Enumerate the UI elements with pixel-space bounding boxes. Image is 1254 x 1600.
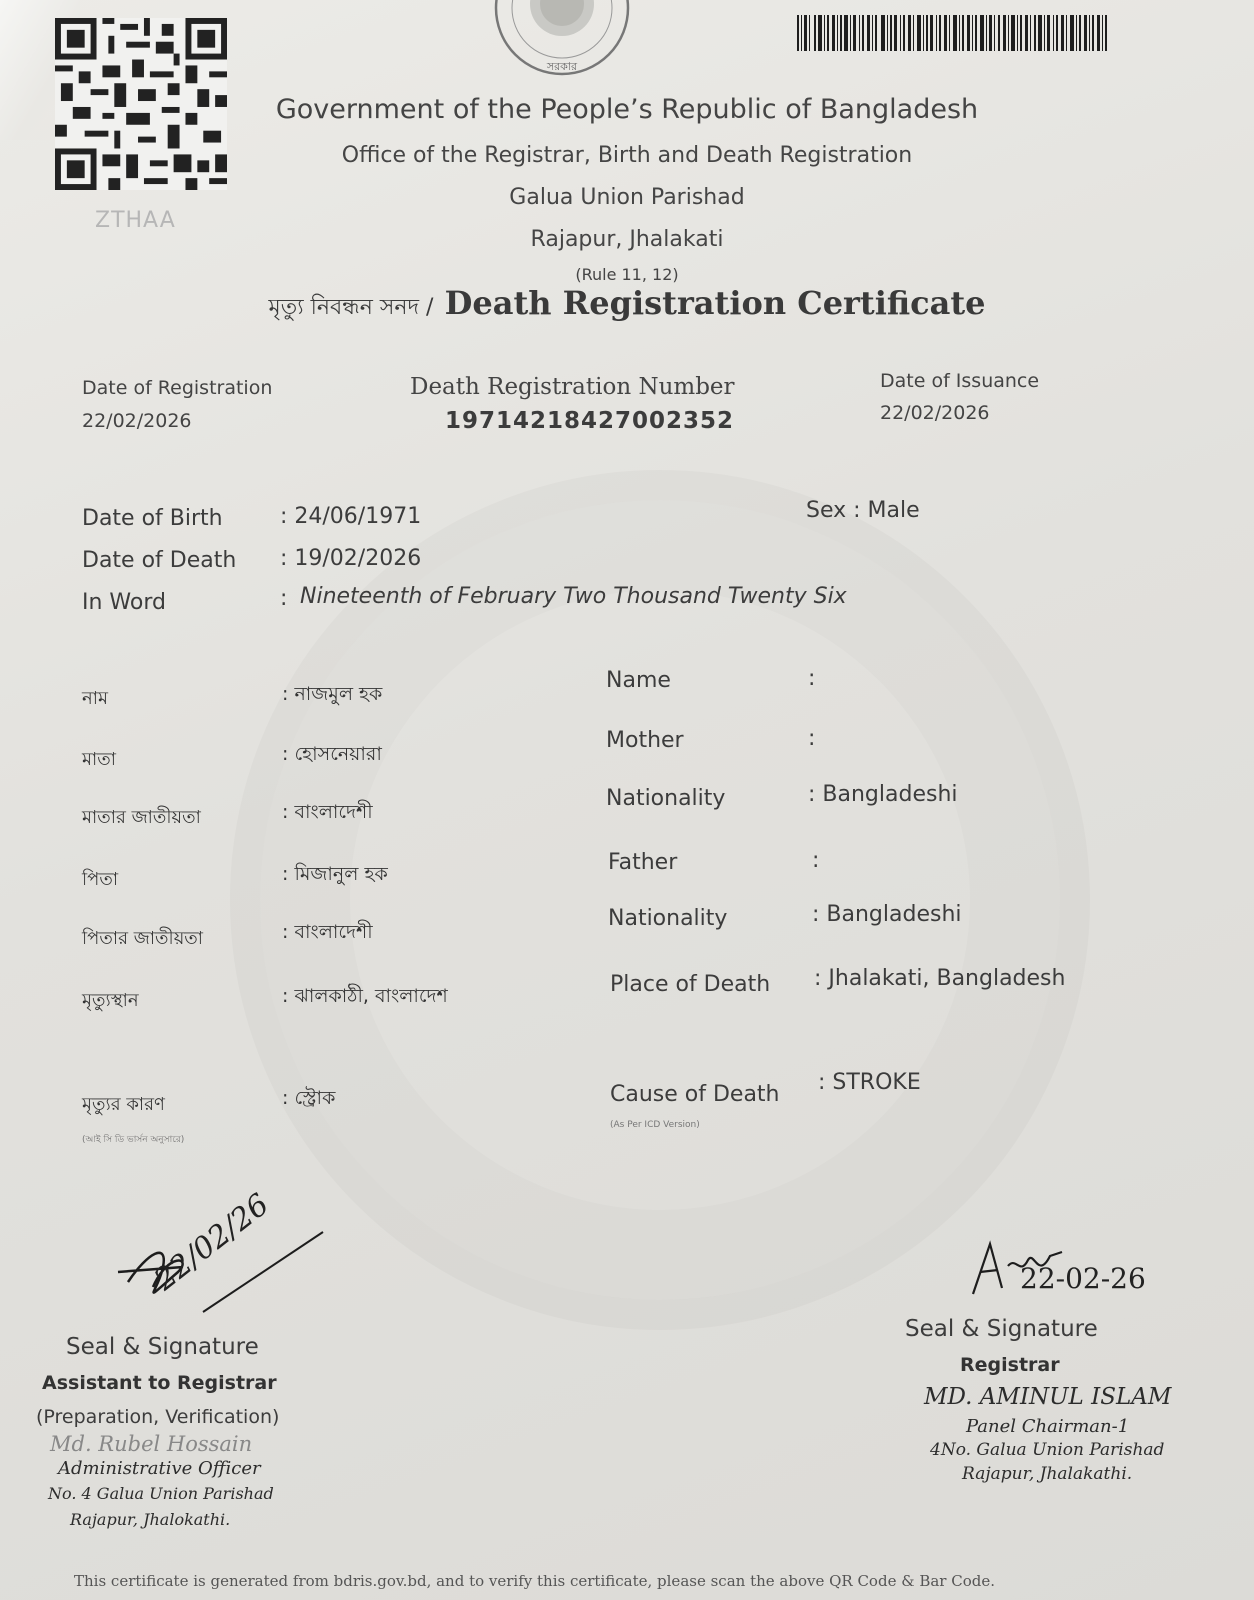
left-signature-date: 22/02/26 <box>148 1187 276 1298</box>
en-mother-value: : <box>808 726 816 751</box>
en-cause-label: Cause of Death <box>610 1082 780 1107</box>
en-father-label: Father <box>608 850 678 875</box>
left-stamp-name: Md. Rubel Hossain <box>50 1432 253 1456</box>
date-of-issuance-label: Date of Issuance <box>880 370 1040 392</box>
bn-place-value: : ঝালকাঠী, বাংলাদেশ <box>282 985 448 1007</box>
en-father-value: : <box>812 848 820 873</box>
date-of-registration-value: 22/02/2026 <box>82 410 192 432</box>
left-stamp-line-3: Rajapur, Jhalokathi. <box>70 1510 231 1529</box>
qr-caption: ZTHAA <box>95 208 176 233</box>
en-cause-value: : STROKE <box>818 1070 921 1095</box>
bn-father-label: পিতা <box>82 869 119 890</box>
dob-label: Date of Birth <box>82 506 223 531</box>
sex-value: Sex : Male <box>806 498 920 523</box>
barcode[interactable] <box>797 15 1107 51</box>
en-mother-label: Mother <box>606 728 684 753</box>
left-seal-title: Seal & Signature <box>66 1334 259 1360</box>
bn-name-value: : নাজমুল হক <box>282 683 383 705</box>
en-place-value: : Jhalakati, Bangladesh <box>814 966 1066 991</box>
bn-mother-nationality-label: মাতার জাতীয়তা <box>82 807 201 828</box>
right-stamp-line-2: 4No. Galua Union Parishad <box>930 1440 1165 1460</box>
date-of-registration-label: Date of Registration <box>82 377 273 399</box>
left-role: Assistant to Registrar <box>42 1372 277 1394</box>
registration-number-value: 19714218427002352 <box>445 408 735 434</box>
en-father-nationality-value: : Bangladeshi <box>812 902 962 927</box>
title-bangla: মৃত্যু নিবন্ধন সনদ / <box>268 295 434 320</box>
certificate-title <box>0 284 1254 327</box>
in-word-value: Nineteenth of February Two Thousand Twenty Six <box>300 584 847 609</box>
en-mother-nationality-label: Nationality <box>606 786 726 811</box>
right-seal-title: Seal & Signature <box>905 1316 1098 1342</box>
header-office: Office of the Registrar, Birth and Death Registration <box>341 143 913 168</box>
en-mother-nationality-value: : Bangladeshi <box>808 782 958 807</box>
government-emblem <box>492 0 632 82</box>
header-government: Government of the People’s Republic of Bangladesh <box>275 94 979 125</box>
header-location: Rajapur, Jhalakati <box>530 227 724 252</box>
right-stamp-line-1: Panel Chairman-1 <box>966 1416 1130 1437</box>
bn-cause-value: : স্ট্রোক <box>282 1087 336 1109</box>
bn-father-nationality-value: : বাংলাদেশী <box>282 921 373 943</box>
in-word-label: In Word <box>82 590 166 615</box>
right-stamp-name: MD. AMINUL ISLAM <box>924 1384 1172 1410</box>
left-stamp-line-1: Administrative Officer <box>58 1458 261 1479</box>
emblem-text: সরকার <box>546 60 578 73</box>
header-rule: (Rule 11, 12) <box>575 265 679 284</box>
right-role: Registrar <box>960 1354 1060 1376</box>
en-cause-note: (As Per ICD Version) <box>610 1120 700 1130</box>
bn-place-label: মৃত্যুস্থান <box>82 990 139 1011</box>
bn-mother-value: : হোসনেয়ারা <box>282 743 382 765</box>
left-role-sub: (Preparation, Verification) <box>36 1406 280 1428</box>
bn-cause-label: মৃত্যুর কারণ <box>82 1094 165 1115</box>
dod-label: Date of Death <box>82 548 237 573</box>
in-word-colon: : <box>280 586 288 611</box>
right-stamp-line-3: Rajapur, Jhalakathi. <box>962 1464 1133 1484</box>
footer-verification-note: This certificate is generated from bdris.gov.bd, and to verify this certificate, please scan the above QR Code & Bar Code. <box>74 1572 995 1590</box>
bn-name-label: নাম <box>82 688 108 709</box>
bn-cause-note: (আই সি ডি ভার্সন অনুসারে) <box>82 1135 185 1145</box>
en-name-value: : <box>808 666 816 691</box>
en-father-nationality-label: Nationality <box>608 906 728 931</box>
date-of-issuance-value: 22/02/2026 <box>880 402 990 424</box>
left-stamp-line-2: No. 4 Galua Union Parishad <box>48 1484 274 1503</box>
dob-value: : 24/06/1971 <box>280 504 422 529</box>
en-place-label: Place of Death <box>610 972 771 997</box>
dod-value: : 19/02/2026 <box>280 546 422 571</box>
bn-father-value: : মিজানুল হক <box>282 863 388 885</box>
header-union: Galua Union Parishad <box>509 185 745 210</box>
bn-mother-label: মাতা <box>82 749 116 770</box>
title-english: Death Registration Certificate <box>444 284 986 322</box>
registration-number-label: Death Registration Number <box>410 374 735 400</box>
bn-mother-nationality-value: : বাংলাদেশী <box>282 801 373 823</box>
en-name-label: Name <box>606 668 671 693</box>
right-signature-date: 22-02-26 <box>1020 1262 1146 1295</box>
bn-father-nationality-label: পিতার জাতীয়তা <box>82 928 204 949</box>
